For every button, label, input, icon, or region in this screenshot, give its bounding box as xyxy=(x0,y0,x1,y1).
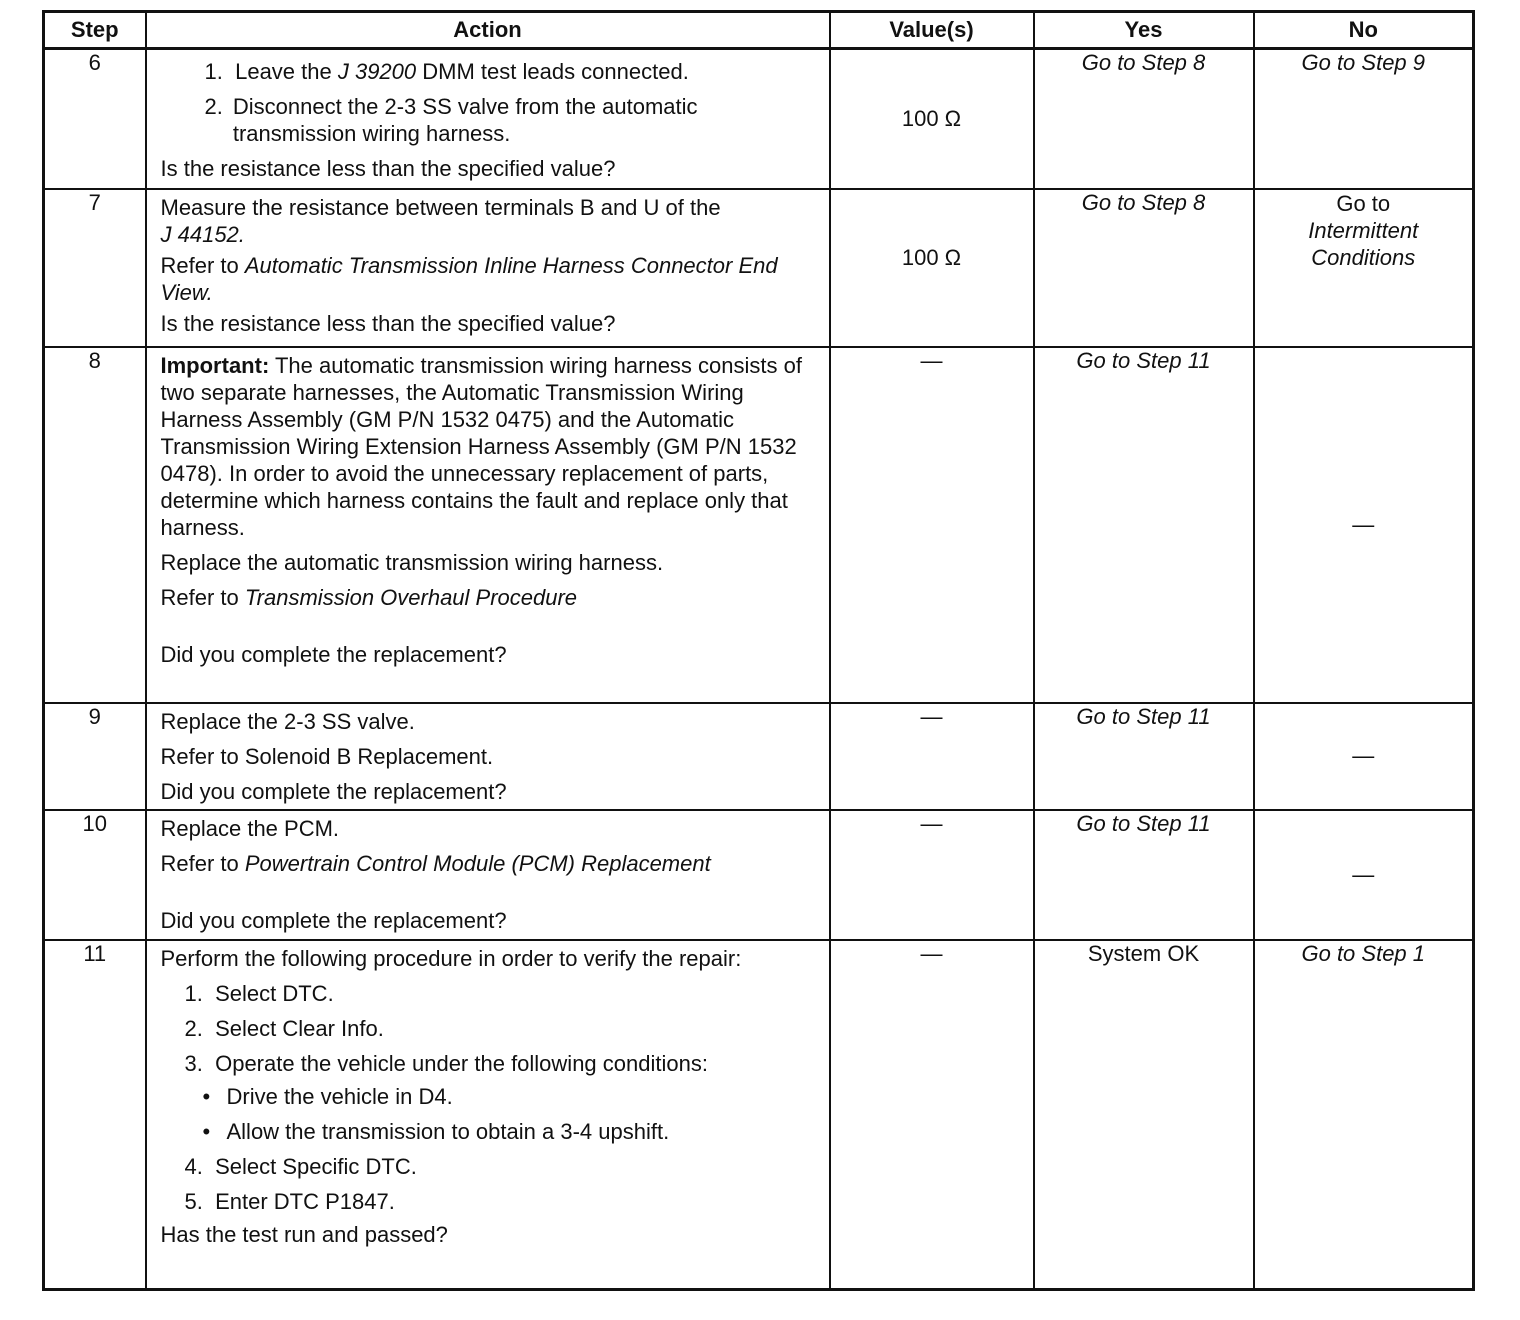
value-cell: — xyxy=(830,810,1034,940)
question-text: Is the resistance less than the specified value? xyxy=(160,310,616,336)
step-number: 8 xyxy=(44,347,146,703)
important-note: Important: The automatic transmission wiring harness consists of two separate harnesses, the Automatic Transmission Wiring Harness Assembly (GM P/N 1532 0475) and the Automatic Transmission Wiring Extension Harness Assembly (GM P/N 1532 0478). In order to avoid the unnecessary replacement of parts, determine which harness contains the fault and replace only that harness. xyxy=(160,352,802,540)
header-action: Action xyxy=(146,12,830,49)
value-cell: — xyxy=(830,940,1034,1290)
table-row xyxy=(44,940,1474,1290)
no-result: Go to Step 9 xyxy=(1254,49,1474,189)
list-item: 1. Leave the J 39200 DMM test leads connected. xyxy=(204,59,689,84)
refer-text: Refer to Powertrain Control Module (PCM) Replacement xyxy=(160,850,711,876)
bullet-item: • Drive the vehicle in D4. xyxy=(202,1083,453,1109)
replace-text: Replace the PCM. xyxy=(160,815,340,841)
refer-text: Refer to Solenoid B Replacement. xyxy=(160,743,494,769)
list-item: 2. Disconnect the 2-3 SS valve from the automatic transmission wiring harness. xyxy=(204,94,698,146)
question-text: Has the test run and passed? xyxy=(160,1221,448,1247)
yes-result: Go to Step 11 xyxy=(1034,347,1254,703)
question-text: Did you complete the replacement? xyxy=(160,641,507,667)
list-item: 2. Select Clear Info. xyxy=(184,1015,384,1041)
question-text: Is the resistance less than the specified value? xyxy=(160,156,616,181)
step-number: 6 xyxy=(44,49,146,189)
header-yes: Yes xyxy=(1034,12,1254,49)
step-number: 7 xyxy=(44,189,146,347)
action-cell xyxy=(146,810,830,940)
action-cell xyxy=(146,940,830,1290)
replace-text: Replace the 2-3 SS valve. xyxy=(160,708,415,734)
list-item: 5. Enter DTC P1847. xyxy=(184,1188,395,1214)
yes-result: Go to Step 8 xyxy=(1034,189,1254,347)
no-result: — xyxy=(1254,703,1474,810)
refer-text: Refer to Automatic Transmission Inline Harness Connector End View. xyxy=(160,252,778,305)
value-cell: — xyxy=(830,703,1034,810)
table-row xyxy=(44,810,1474,940)
header-step: Step xyxy=(44,12,146,49)
replace-text: Replace the automatic transmission wiring harness. xyxy=(160,549,664,575)
header-values: Value(s) xyxy=(830,12,1034,49)
list-item: 3. Operate the vehicle under the following conditions: • Drive the vehicle in D4. • Allow the transmission to obtain a 3-4 upshift. xyxy=(181,1050,819,1145)
no-result: — xyxy=(1254,347,1474,703)
question-text: Did you complete the replacement? xyxy=(160,778,507,804)
value-cell: — xyxy=(830,347,1034,703)
list-item: 1. Select DTC. xyxy=(184,980,334,1006)
intro-text: Perform the following procedure in order to verify the repair: xyxy=(160,945,742,971)
header-no: No xyxy=(1254,12,1474,49)
question-text: Did you complete the replacement? xyxy=(160,907,507,933)
yes-result: Go to Step 8 xyxy=(1034,49,1254,189)
list-item: 4. Select Specific DTC. xyxy=(184,1153,417,1179)
yes-result: Go to Step 11 xyxy=(1034,810,1254,940)
table-row xyxy=(44,703,1474,810)
step-number: 10 xyxy=(44,810,146,940)
measure-text: Measure the resistance between terminals B and U of the J 44152. xyxy=(160,194,721,247)
action-cell xyxy=(146,347,830,703)
refer-text: Refer to Transmission Overhaul Procedure xyxy=(160,584,578,610)
value-cell: 100 Ω xyxy=(830,49,1034,189)
yes-result: System OK xyxy=(1034,940,1254,1290)
no-result: Go to Intermittent Conditions xyxy=(1254,189,1474,347)
table-row xyxy=(44,49,1474,189)
yes-result: Go to Step 11 xyxy=(1034,703,1254,810)
table-row xyxy=(44,347,1474,703)
action-cell xyxy=(146,189,830,347)
bullet-item: • Allow the transmission to obtain a 3-4 upshift. xyxy=(202,1118,670,1144)
diagnostic-procedure-table xyxy=(42,10,1475,1291)
table-row xyxy=(44,189,1474,347)
step-number: 9 xyxy=(44,703,146,810)
step-number: 11 xyxy=(44,940,146,1290)
header-row xyxy=(44,12,1474,49)
action-cell xyxy=(146,49,830,189)
no-result: Go to Step 1 xyxy=(1254,940,1474,1290)
no-result: — xyxy=(1254,810,1474,940)
action-cell xyxy=(146,703,830,810)
value-cell: 100 Ω xyxy=(830,189,1034,347)
